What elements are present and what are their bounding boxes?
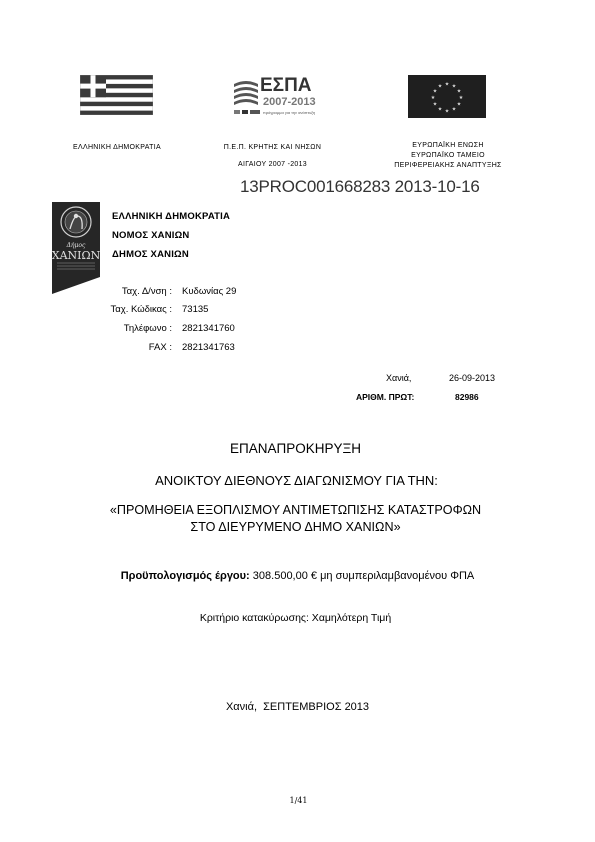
authority-line-1: ΕΛΛΗΝΙΚΗ ΔΗΜΟΚΡΑΤΙΑ [112, 211, 231, 222]
registry-stamp: 13PROC001668283 2013-10-16 [240, 177, 480, 196]
title-tender-type: ΑΝΟΙΚΤΟΥ ΔΙΕΘΝΟΥΣ ΔΙΑΓΩΝΙΣΜΟΥ ΓΙΑ ΤΗΝ: [155, 473, 438, 488]
contact-value-postcode: 73135 [182, 304, 209, 315]
svg-text:★: ★ [444, 81, 450, 88]
svg-text:★: ★ [432, 101, 438, 108]
contact-label-fax: FAX : [148, 342, 172, 353]
svg-text:ΧΑΝΙΩΝ: ΧΑΝΙΩΝ [51, 249, 101, 262]
authority-line-3: ΔΗΜΟΣ ΧΑΝΙΩΝ [112, 249, 189, 260]
title-subject-line-2: ΣΤΟ ΔΙΕΥΡΥΜΕΝΟ ΔΗΜΟ ΧΑΝΙΩΝ» [190, 520, 401, 534]
page-number: 1/41 [289, 796, 308, 805]
contact-label-address: Ταχ. Δ/νση : [121, 286, 172, 297]
caption-eu-1: ΕΥΡΩΠΑΪΚΗ ΕΝΩΣΗ [412, 142, 484, 149]
svg-text:★: ★ [456, 101, 462, 108]
svg-text:★: ★ [451, 106, 457, 113]
caption-eu-3: ΠΕΡΙΦΕΡΕΙΑΚΗΣ ΑΝΑΠΤΥΞΗΣ [394, 162, 502, 169]
contact-value-address: Κυδωνίας 29 [182, 286, 237, 297]
greek-flag-icon [80, 75, 153, 115]
espa-text: ΕΣΠΑ [260, 75, 312, 96]
budget-value: 308.500,00 € μη συμπεριλαμβανομένου ΦΠΑ [252, 570, 475, 582]
budget-line [0, 570, 595, 582]
caption-pep-crete-2: ΑΙΓΑΙΟΥ 2007 -2013 [238, 161, 307, 168]
protocol-label: ΑΡΙΘΜ. ΠΡΩΤ: [356, 392, 415, 402]
contact-value-fax: 2821341763 [182, 342, 235, 353]
contact-label-phone: Τηλέφωνο : [123, 323, 172, 334]
svg-text:★: ★ [432, 88, 438, 95]
date-place: Χανιά, [386, 373, 412, 383]
award-criterion: Κριτήριο κατακύρωσης: Χαμηλότερη Τιμή [199, 612, 392, 624]
svg-text:★: ★ [451, 83, 457, 90]
svg-text:★: ★ [456, 88, 462, 95]
svg-text:★: ★ [458, 95, 464, 101]
svg-text:Δήμος: Δήμος [66, 242, 86, 249]
svg-text:πρόγραμμα για την ανάπτυξη: πρόγραμμα για την ανάπτυξη [263, 110, 316, 115]
contact-value-phone: 2821341760 [182, 323, 235, 334]
caption-eu-2: ΕΥΡΩΠΑΪΚΟ ΤΑΜΕΙΟ [411, 152, 485, 159]
espa-logo [230, 74, 320, 120]
svg-text:★: ★ [430, 95, 436, 101]
place-date: Χανιά, ΣΕΠΤΕΜΒΡΙΟΣ 2013 [225, 701, 370, 713]
title-reannouncement: ΕΠΑΝΑΠΡΟΚΗΡΥΞΗ [229, 441, 362, 456]
svg-text:★: ★ [437, 83, 443, 90]
protocol-number: 82986 [455, 392, 479, 402]
budget-label: Προϋπολογισμός έργου: [120, 570, 250, 582]
authority-line-2: ΝΟΜΟΣ ΧΑΝΙΩΝ [112, 230, 190, 241]
caption-greek-republic: ΕΛΛΗΝΙΚΗ ΔΗΜΟΚΡΑΤΙΑ [73, 144, 161, 151]
date-value: 26-09-2013 [449, 373, 496, 383]
contact-label-postcode: Ταχ. Κώδικας : [110, 304, 172, 315]
svg-text:2007-2013: 2007-2013 [263, 96, 316, 108]
municipality-emblem-icon [51, 201, 101, 295]
eu-flag-icon [408, 75, 486, 118]
svg-text:★: ★ [437, 106, 443, 113]
svg-text:★: ★ [444, 108, 450, 115]
caption-pep-crete-1: Π.Ε.Π. ΚΡΗΤΗΣ ΚΑΙ ΝΗΣΩΝ [223, 144, 322, 151]
title-subject-line-1: «ΠΡΟΜΗΘΕΙΑ ΕΞΟΠΛΙΣΜΟΥ ΑΝΤΙΜΕΤΩΠΙΣΗΣ ΚΑΤΑΣΤΡΟΦΩΝ [109, 503, 482, 517]
